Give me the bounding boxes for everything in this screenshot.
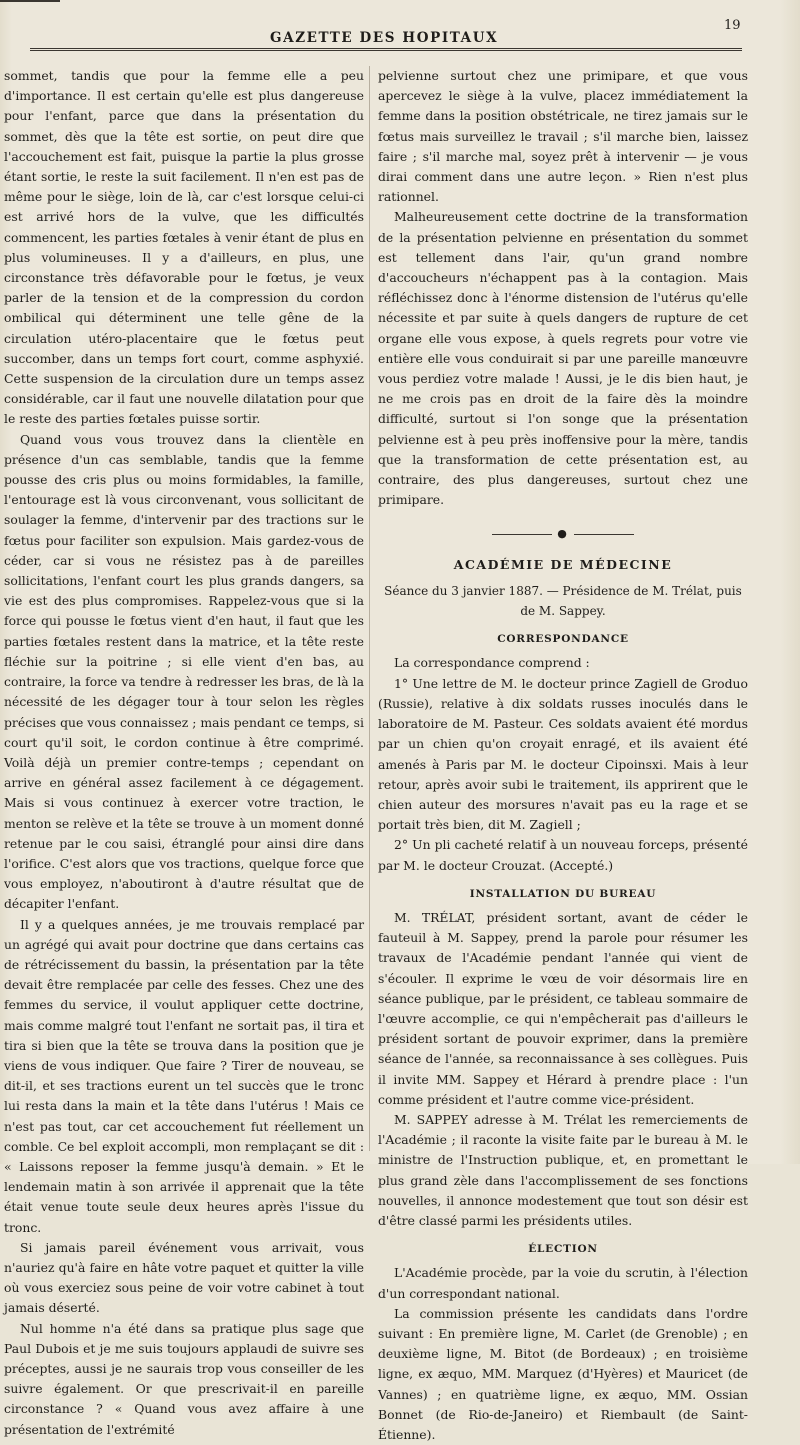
section-title-academie: ACADÉMIE DE MÉDECINE <box>453 556 673 572</box>
journal-title: GAZETTE DES HOPITAUX <box>270 30 499 46</box>
seance-line-1: Séance du 3 janvier 1887. — Présidence de M. Trélat, puis <box>384 583 742 598</box>
paragraph: Il y a quelques années, je me trouvais remplacé par un agrégé qui avait pour doctrine que dans certains cas de rétrécissement du bassin, la présentation par la tête devait être remplacée par celle des fesses. Chez une des femmes du service, il voulut appliquer cette doctrine, mais comme malgré tout l'enfant ne sortait pas, il tira et tira si bien que la tête se trouva dans la position que je viens de vous indiquer. Que faire ? Tirer de nouveau, se dit-il, et ses tractions eurent un tel succès que le tronc lui resta dans la main et la tête dans l'utérus ! Mais ce n'est pas tout, car cet accouchement fut réellement un comble. Ce bel exploit accompli, mon remplaçant se dit : « Laissons reposer la femme jusqu'à demain. » Et le lendemain matin à son arrivée il apprenait que la tête était venue toute seule deux heures après l'issue du tronc. <box>4 916 364 1235</box>
subheading-election: ÉLECTION <box>528 1243 598 1256</box>
paragraph: Nul homme n'a été dans sa pratique plus sage que Paul Dubois et je me suis toujours applaudi de suivre ses préceptes, aussi je ne saurais trop vous conseiller de les suivre également. Or que prescrivait-il en pareille circonstance ? « Quand vous avez affaire à une présentation de l'extrémité <box>4 1320 364 1437</box>
paragraph: M. TRÉLAT, président sortant, avant de céder le fauteuil à M. Sappey, prend la parole pour résumer les travaux de l'Académie pendant l'année qui vient de s'écouler. Il exprime le vœu de voir désormais lire en séance publique, par le président, ce tableau sommaire de l'œuvre accomplie, ce qui n'empêcherait pas d'ailleurs le président sortant de pouvoir exprimer, dans la première séance de l'année, sa reconnaissance à ses collègues. Puis il invite MM. Sappey et Hérard à prendre place : l'un comme président et l'autre comme vice-président. <box>378 909 748 1107</box>
left-column <box>4 66 364 1440</box>
header-rule <box>30 48 742 51</box>
seance-line <box>378 581 748 621</box>
subheading-installation: INSTALLATION DU BUREAU <box>469 887 657 900</box>
paragraph: 1° Une lettre de M. le docteur prince Zagiell de Groduo (Russie), relative à dix soldats russes inoculés dans le laboratoire de M. Pasteur. Ces soldats avaient été mordus par un chien qu'on croyait enragé, et ils avaient été amenés à Paris par M. le docteur Cipoinsxi. Mais à leur retour, après avoir subi le traitement, ils apprirent que le chien auteur des morsures n'avait pas eu la rage et se portait très bien, dit M. Zagiell ; <box>378 675 748 833</box>
paragraph: Si jamais pareil événement vous arrivait, vous n'auriez qu'à faire en hâte votre paquet et quitter la ville où vous exerciez sous peine de voir votre cabinet à tout jamais déserté. <box>4 1239 364 1316</box>
paragraph: La correspondance comprend : <box>394 655 590 671</box>
subheading-correspondance: CORRESPONDANCE <box>497 633 629 646</box>
page-number: 19 <box>724 18 741 33</box>
column-separator <box>369 66 370 1151</box>
paragraph: pelvienne surtout chez une primipare, et que vous apercevez le siège à la vulve, placez immédiatement la femme dans la position obstétricale, ne tirez jamais sur le fœtus mais surveillez le travail ; s'il marche bien, laissez faire ; s'il marche mal, soyez prêt à intervenir — je vous dirai comment dans une autre leçon. » Rien n'est plus rationnel. <box>378 68 748 205</box>
right-column <box>378 66 748 1445</box>
page-header <box>0 0 800 56</box>
paragraph: M. SAPPEY adresse à M. Trélat les remerciements de l'Académie ; il raconte la visite faite par le bureau à M. le ministre de l'Instruction publique, et, en promettant le plus grand zèle dans l'accomplissement de ses fonctions nouvelles, il annonce modestement que tout son désir est d'être classé parmi les présidents utiles. <box>378 1111 748 1228</box>
paragraph: L'Académie procède, par la voie du scrutin, à l'élection d'un correspondant national. <box>378 1265 748 1301</box>
paragraph: Quand vous vous trouvez dans la clientèle en présence d'un cas semblable, tandis que la femme pousse des cris plus ou moins formidables, la famille, l'entourage est là vous circonvenant, vous sollicitant de soulager la femme, d'intervenir par des tractions sur le fœtus pour faciliter son expulsion. Mais gardez-vous de céder, car si vous ne résistez pas à de pareilles sollicitations, l'enfant court les plus grands dangers, sa vie est des plus compromises. Rappelez-vous que si la force qui pousse le fœtus vient d'en haut, il faut que les parties fœtales restent dans la matrice, et la tête reste fléchie sur la poitrine ; si elle vient d'en bas, au contraire, la force va tendre à redresser les bras, de là la nécessité de les dégager tour à tour selon les règles précises que vous connaissez ; mais pendant ce temps, si court qu'il soit, le cordon continue à être comprimé. Voilà déjà un premier contre-temps ; cependant on arrive en général assez facilement à ce dégagement. Mais si vous continuez à exercer votre traction, le menton se relève et la tête se trouve à un moment donné retenue par le cou saisi, étranglé pour ainsi dire dans l'orifice. C'est alors que vos tractions, quelque force que vous employez, n'aboutiront à d'autre résultat que de décapiter l'enfant. <box>4 431 364 912</box>
ornament-glyph: ● <box>557 527 569 541</box>
paragraph: 2° Un pli cacheté relatif à un nouveau forceps, présenté par M. le docteur Crouzat. (Accepté.) <box>378 837 748 873</box>
corner-rule <box>0 0 60 2</box>
paragraph: La commission présente les candidats dans l'ordre suivant : En première ligne, M. Carlet (de Grenoble) ; en deuxième ligne, M. Bitot (de Bordeaux) ; en troisième ligne, ex æquo, MM. Marquez (d'Hyères) et Mauricet (de Vannes) ; en quatrième ligne, ex æquo, MM. Ossian Bonnet (de Rio-de-Janeiro) et Riembault (de Saint-Étienne). <box>378 1305 748 1442</box>
seance-line-2: de M. Sappey. <box>520 604 606 619</box>
section-divider-ornament <box>378 524 748 544</box>
paragraph: sommet, tandis que pour la femme elle a peu d'importance. Il est certain qu'elle est plus dangereuse pour l'enfant, parce que dans la présentation du sommet, dès que la tête est sortie, on peut dire que l'accouchement est fait, puisque la partie la plus grosse étant sortie, le reste la suit facilement. Il n'en est pas de même pour le siège, loin de là, car c'est lorsque celui-ci est arrivé hors de la vulve, que les difficultés commencent, les parties fœtales à venir étant de plus en plus volumineuses. Il y a d'ailleurs, en plus, une circonstance très défavorable pour le fœtus, je veux parler de la tension et de la compression du cordon ombilical qui déterminent une telle gêne de la circulation utéro-placentaire que le fœtus peut succomber, dans un temps fort court, comme asphyxié. Cette suspension de la circulation dure un temps assez considérable, car il faut une nouvelle dilatation pour que le reste des parties fœtales puisse sortir. <box>4 68 364 427</box>
paragraph: Malheureusement cette doctrine de la transformation de la présentation pelvienne en présentation du sommet est tellement dans l'air, qu'un grand nombre d'accoucheurs n'échappent pas à la contagion. Mais réfléchissez donc à l'énorme distension de l'utérus qu'elle nécessite et par suite à quels dangers de rupture de cet organe elle vous expose, à quels regrets pour votre vie entière elle vous conduirait si par une pareille manœuvre vous perdiez votre malade ! Aussi, je le dis bien haut, je ne me crois pas en droit de la faire dès la moindre difficulté, surtout si l'on songe que la présentation pelvienne est à peu près inoffensive pour la mère, tandis que la transformation de cette présentation est, au contraire, des plus dangereuses, surtout chez une primipare. <box>378 209 748 508</box>
